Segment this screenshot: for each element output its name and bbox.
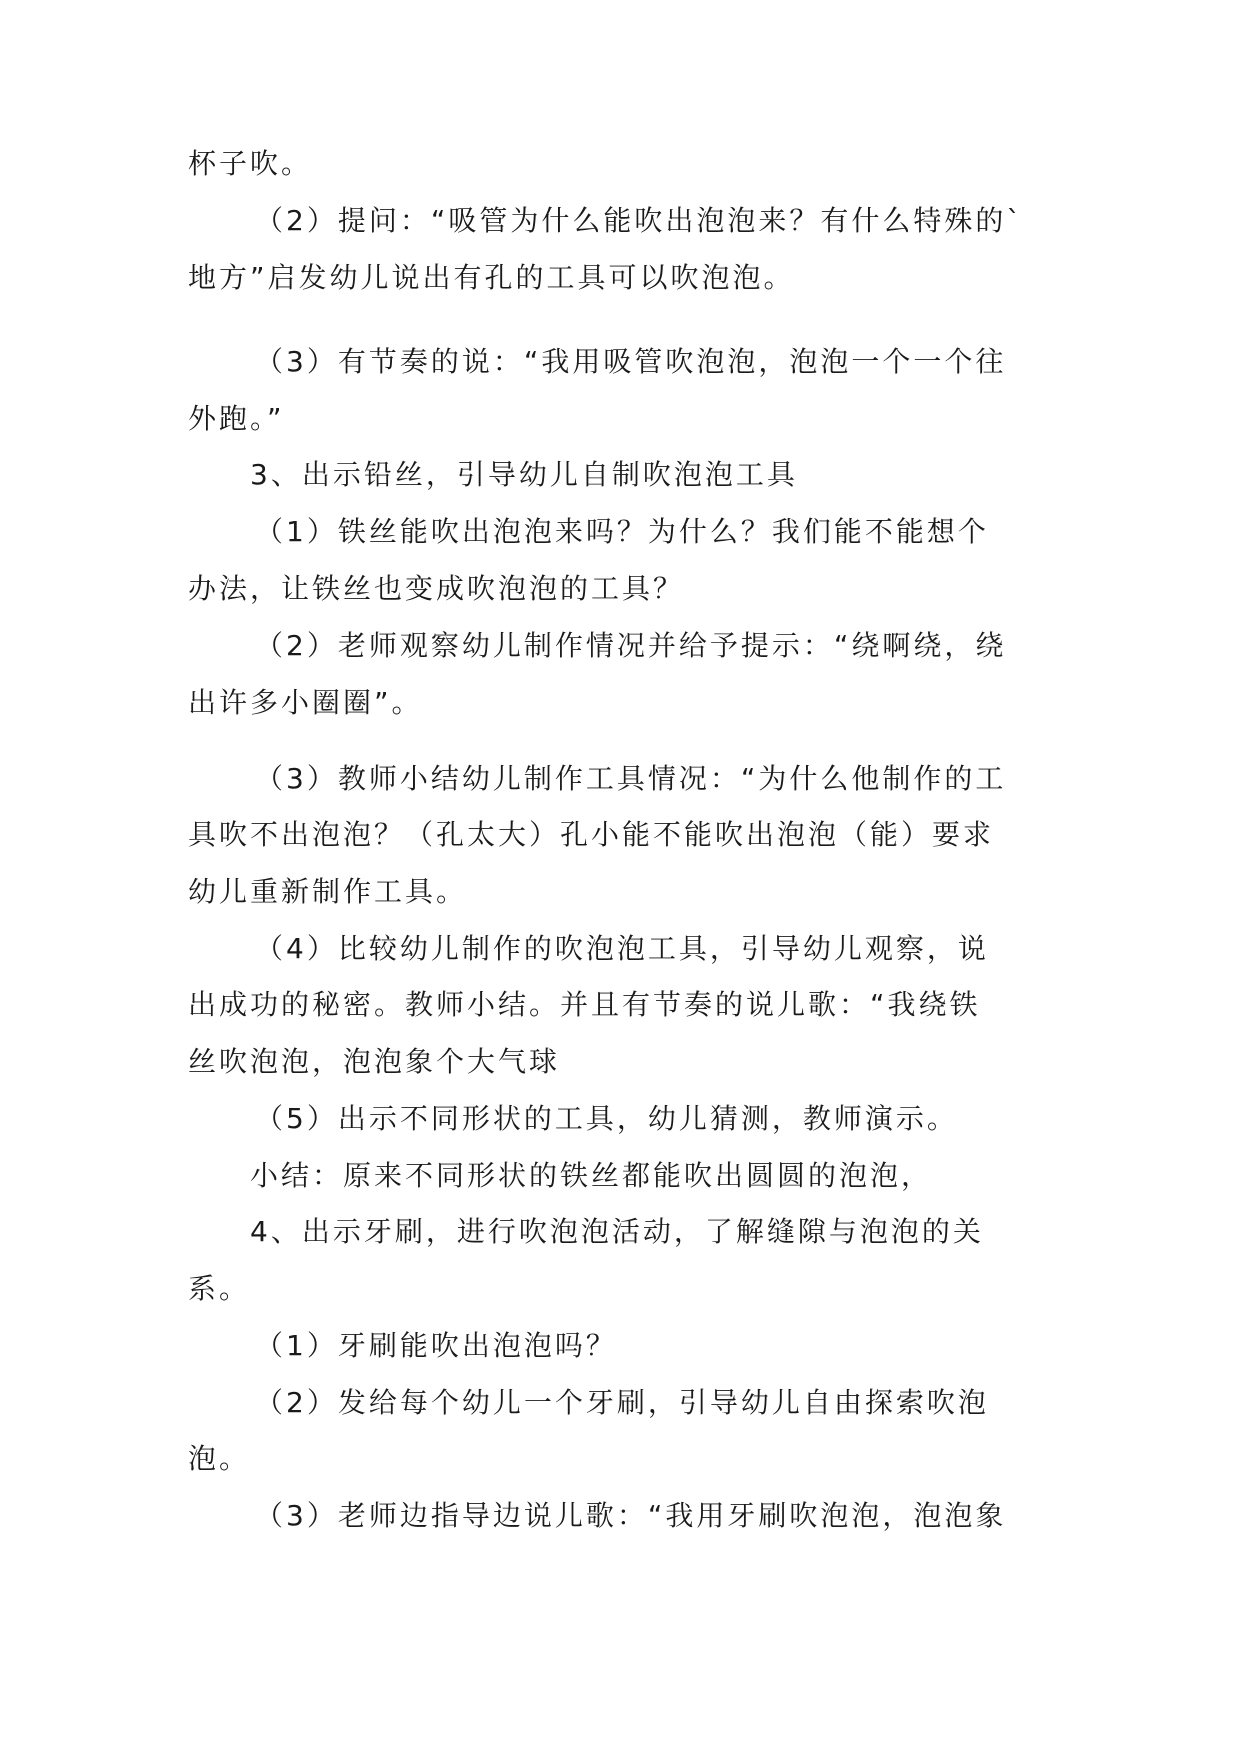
text-line: 具吹不出泡泡？（孔太大）孔小能不能吹出泡泡（能）要求 (188, 818, 995, 851)
text-line: （2）发给每个幼儿一个牙刷，引导幼儿自由探索吹泡 (255, 1386, 989, 1419)
text-line: 办法，让铁丝也变成吹泡泡的工具？ (188, 572, 685, 605)
text-line: 杯子吹。 (188, 147, 313, 180)
text-line: （5）出示不同形状的工具，幼儿猜测，教师演示。 (255, 1102, 958, 1135)
text-line: 系。 (188, 1272, 251, 1305)
section-heading: 4、出示牙刷，进行吹泡泡活动，了解缝隙与泡泡的关 (250, 1215, 984, 1248)
text-line: （4）比较幼儿制作的吹泡泡工具，引导幼儿观察，说 (255, 932, 989, 965)
text-line: 外跑。” (188, 402, 285, 435)
text-line: 幼儿重新制作工具。 (188, 875, 468, 908)
text-line: 泡。 (188, 1442, 251, 1475)
text-line: （3）老师边指导边说儿歌：“我用牙刷吹泡泡，泡泡象 (255, 1499, 1007, 1532)
text-line: 小结：原来不同形状的铁丝都能吹出圆圆的泡泡， (250, 1159, 933, 1192)
text-line: （3）有节奏的说：“我用吸管吹泡泡，泡泡一个一个往 (255, 345, 1007, 378)
text-line: 出成功的秘密。教师小结。并且有节奏的说儿歌：“我绕铁 (188, 988, 981, 1021)
text-line: （2）提问：“吸管为什么能吹出泡泡来？有什么特殊的` (255, 204, 1024, 237)
text-line: （3）教师小结幼儿制作工具情况：“为什么他制作的工 (255, 762, 1007, 795)
text-line: 出许多小圈圈”。 (188, 686, 423, 719)
text-line: 地方”启发幼儿说出有孔的工具可以吹泡泡。 (188, 261, 795, 294)
text-line: （1）铁丝能吹出泡泡来吗？为什么？我们能不能想个 (255, 515, 989, 548)
text-line: （1）牙刷能吹出泡泡吗？ (255, 1329, 617, 1362)
text-line: （2）老师观察幼儿制作情况并给予提示：“绕啊绕，绕 (255, 629, 1007, 662)
section-heading: 3、出示铅丝，引导幼儿自制吹泡泡工具 (250, 458, 798, 491)
text-line: 丝吹泡泡，泡泡象个大气球 (188, 1045, 561, 1078)
